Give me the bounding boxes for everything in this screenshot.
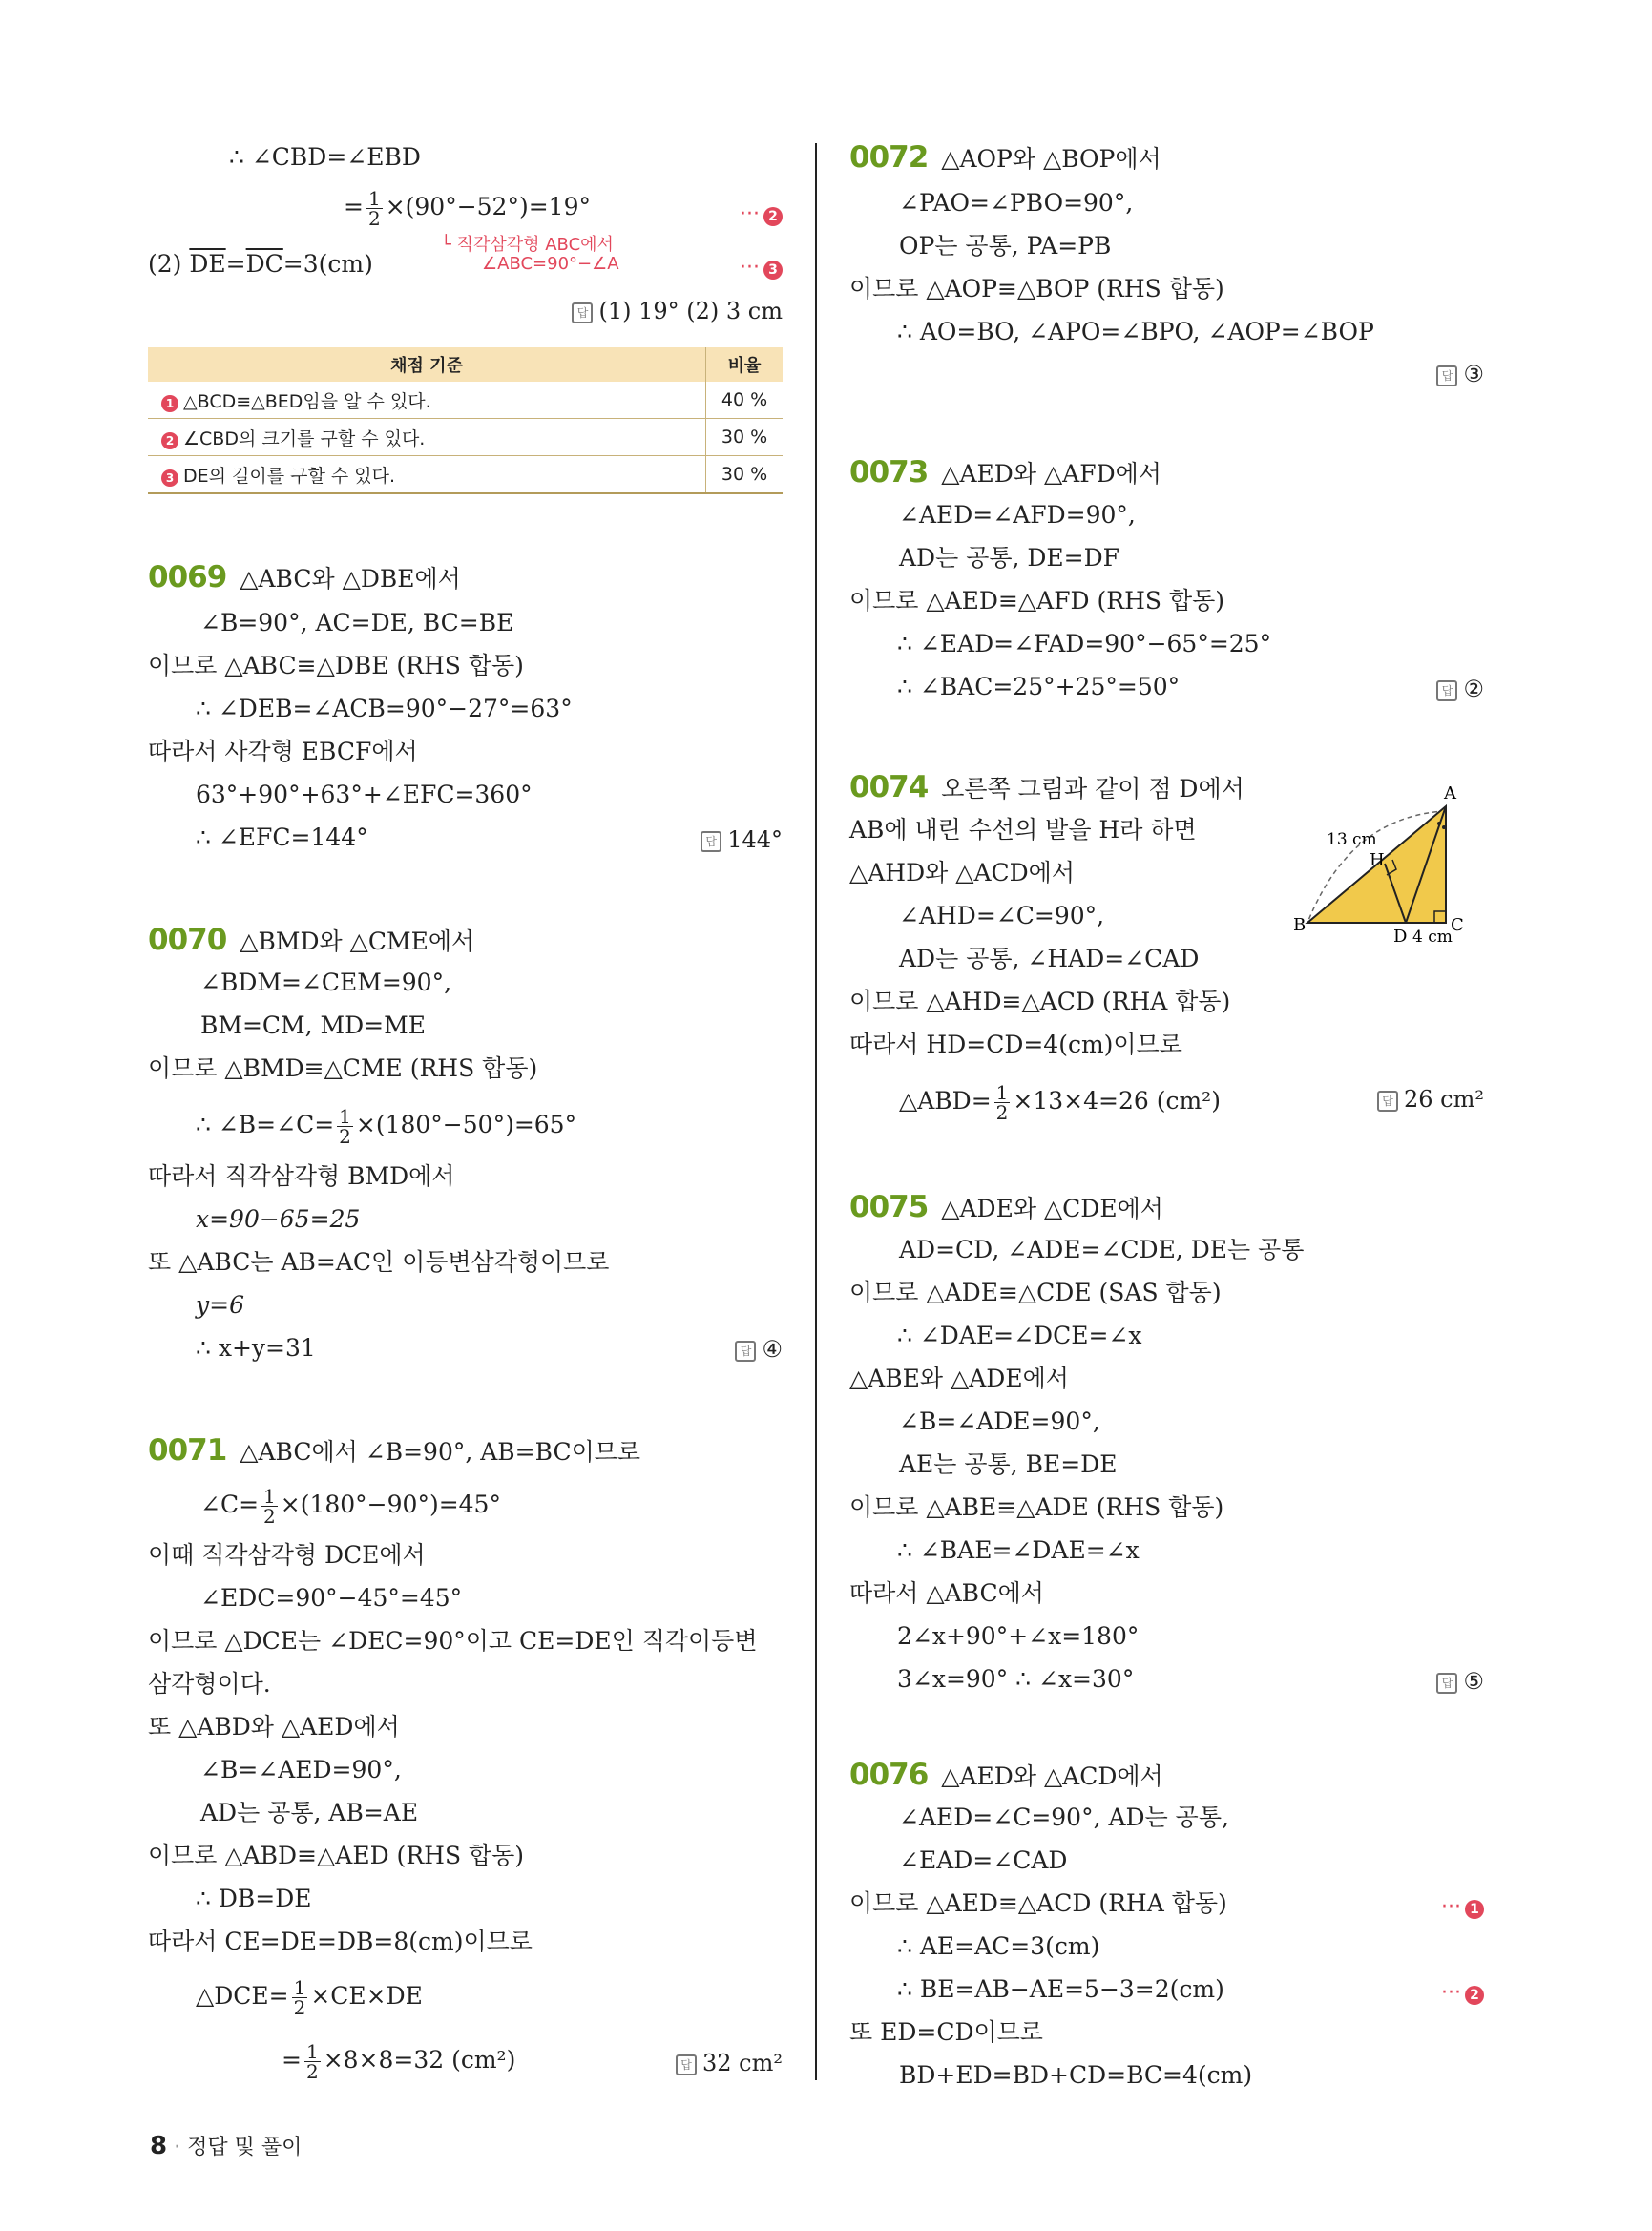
fraction: $\frac{1}{2}$ [293, 1976, 306, 2019]
text-line: 삼각형이다. [148, 1670, 271, 1698]
answer-icon: 답 [1436, 1673, 1457, 1694]
problem-0076-heading: 0076 △AED와 △ACD에서 [849, 1758, 1163, 1792]
text-line: △ABE와 △ADE에서 [849, 1365, 1069, 1392]
answer: 답 ④ [735, 1336, 783, 1363]
text-line: AD는 공통, ∠HAD=∠CAD [899, 945, 1200, 972]
text-line: ∠AHD=∠C=90°, [899, 902, 1105, 929]
fraction: $\frac{1}{2}$ [263, 1485, 276, 1528]
angle-dot [1437, 822, 1441, 825]
text-line: 이므로 △AED≡△ACD (RHA 합동) [849, 1889, 1227, 1917]
text-line: AB에 내린 수선의 발을 H라 하면 [849, 816, 1197, 844]
text-line: 63°+90°+63°+∠EFC=360° [196, 781, 533, 808]
answer-icon: 답 [701, 831, 721, 852]
rubric-header-ratio: 비율 [706, 347, 784, 382]
text-line: ∴ ∠BAE=∠DAE=∠x [897, 1536, 1140, 1564]
step-marker: ··· 3 [740, 256, 783, 280]
text-line: 따라서 CE=DE=DB=8(cm)이므로 [148, 1928, 533, 1955]
text-line: 이므로 △AOP≡△BOP (RHS 합동) [849, 275, 1224, 302]
label-h: H [1370, 850, 1385, 870]
text-line: 또 △ABC는 AB=AC인 이등변삼각형이므로 [148, 1248, 610, 1276]
text-line: ∴ AE=AC=3(cm) [897, 1932, 1100, 1960]
text-line: 이므로 △AHD≡△ACD (RHA 합동) [849, 988, 1231, 1015]
grading-rubric-table [148, 347, 783, 494]
length-label-dc: 4 cm [1412, 928, 1453, 945]
annotation-note: └ 직각삼각형 ABC에서 [441, 235, 614, 255]
fraction: $\frac{1}{2}$ [995, 1081, 1009, 1124]
problem-0073-heading: 0073 △AED와 △AFD에서 [849, 455, 1161, 490]
text-line: ∠B=90°, AC=DE, BC=BE [200, 609, 514, 636]
text-line: ∠B=∠ADE=90°, [899, 1407, 1100, 1435]
text-line: ∴ x+y=31 [196, 1334, 316, 1362]
text-line: 2∠x+90°+∠x=180° [897, 1622, 1140, 1650]
answer: 답 ⑤ [1436, 1668, 1484, 1695]
rubric-header-criteria: 채점 기준 [148, 347, 706, 382]
footer-separator: · [174, 2136, 188, 2159]
text-line: x=90−65=25 [196, 1205, 361, 1233]
page-footer [150, 2131, 302, 2160]
text-line: △AHD와 △ACD에서 [849, 859, 1075, 886]
column-divider [815, 143, 817, 2080]
answer-icon: 답 [1377, 1091, 1398, 1112]
text-line: ∠B=∠AED=90°, [200, 1756, 402, 1783]
fraction: $\frac{1}{2}$ [367, 187, 381, 230]
text-line: 이므로 △ADE≡△CDE (SAS 합동) [849, 1279, 1222, 1306]
answer-icon: 답 [676, 2054, 697, 2075]
label-a: A [1444, 783, 1456, 803]
fraction: $\frac{1}{2}$ [305, 2040, 319, 2083]
answer-icon: 답 [1436, 680, 1457, 701]
text-line: ∴ ∠B=∠C= $\frac{1}{2}$ ×(180°−50°)=65° [196, 1105, 577, 1148]
answer: 답 ③ [1436, 361, 1484, 387]
length-label-ab: 13 cm [1327, 830, 1377, 849]
text-line: AD는 공통, AB=AE [200, 1799, 419, 1826]
problem-0071-heading: 0071 △ABC에서 ∠B=90°, AB=BC이므로 [148, 1433, 641, 1468]
text-line: 따라서 직각삼각형 BMD에서 [148, 1162, 455, 1190]
text-line: ∠PAO=∠PBO=90°, [899, 189, 1134, 217]
text-line: 따라서 사각형 EBCF에서 [148, 738, 418, 765]
answer: 답 26 cm² [1377, 1086, 1484, 1113]
text-line: △ABD= $\frac{1}{2}$ ×13×4=26 (cm²) [899, 1081, 1221, 1124]
text-line: y=6 [196, 1291, 244, 1319]
text-line: ∠AED=∠C=90°, AD는 공통, [899, 1804, 1229, 1831]
text-line: 따라서 △ABC에서 [849, 1579, 1044, 1607]
text-line: ∴ BE=AB−AE=5−3=2(cm) [897, 1975, 1224, 2003]
text-line: ∴ ∠EAD=∠FAD=90°−65°=25° [897, 630, 1272, 657]
triangle-figure [1293, 778, 1484, 945]
text-line: BD+ED=BD+CD=BC=4(cm) [899, 2061, 1253, 2089]
text-line: ∠AED=∠AFD=90°, [899, 501, 1136, 529]
step-marker: ··· 2 [740, 202, 783, 226]
rubric-row: 3 DE의 길이를 구할 수 있다. 30 % [148, 456, 783, 494]
rubric-row: 1 △BCD≡△BED임을 알 수 있다. 40 % [148, 382, 783, 419]
problem-0075-heading: 0075 △ADE와 △CDE에서 [849, 1190, 1163, 1224]
answer: 답 ② [1436, 676, 1484, 702]
step-marker: ··· 2 [1441, 1981, 1484, 2005]
fraction: $\frac{1}{2}$ [339, 1105, 351, 1148]
answer-icon: 답 [1436, 365, 1457, 386]
text-line: AE는 공통, BE=DE [899, 1450, 1118, 1478]
text-line: 이므로 △ABE≡△ADE (RHS 합동) [849, 1493, 1224, 1521]
text-line: 또 ED=CD이므로 [849, 2018, 1043, 2046]
text-line: 이때 직각삼각형 DCE에서 [148, 1541, 426, 1569]
answer-icon: 답 [572, 302, 593, 323]
text-line: ∠EAD=∠CAD [899, 1846, 1068, 1874]
step-marker: ··· 1 [1441, 1895, 1484, 1919]
annotation-note: ∠ABC=90°−∠A [482, 254, 619, 274]
label-b: B [1293, 915, 1307, 935]
text-line: ∴ ∠EFC=144° [196, 824, 368, 851]
text-line: 이므로 △ABC≡△DBE (RHS 합동) [148, 652, 524, 679]
text-line: OP는 공통, PA=PB [899, 232, 1112, 260]
text-line: ∴ ∠BAC=25°+25°=50° [897, 673, 1181, 700]
text-line: BM=CM, MD=ME [200, 1011, 426, 1039]
problem-0069-heading: 0069 △ABC와 △DBE에서 [148, 560, 461, 594]
text-line: ∴ DB=DE [196, 1885, 312, 1912]
text-line: 따라서 HD=CD=4(cm)이므로 [849, 1031, 1182, 1058]
label-d: D [1393, 927, 1408, 945]
footer-title: 정답 및 풀이 [187, 2136, 303, 2159]
text-line: ∠EDC=90°−45°=45° [200, 1584, 463, 1612]
text-line: ∴ ∠DEB=∠ACB=90°−27°=63° [196, 695, 573, 722]
text-line: 이므로 △DCE는 ∠DEC=90°이고 CE=DE인 직각이등변 [148, 1627, 758, 1655]
label-c: C [1451, 915, 1464, 935]
text-line: 3∠x=90° ∴ ∠x=30° [897, 1665, 1135, 1693]
answer: 답 32 cm² [676, 2050, 783, 2076]
text-line: = $\frac{1}{2}$ ×8×8=32 (cm²) [282, 2040, 516, 2083]
text-line: = $\frac{1}{2}$ ×(90°−52°)=19° [344, 187, 591, 230]
problem-0074-heading: 0074 오른쪽 그림과 같이 점 D에서 [849, 770, 1244, 804]
angle-dot [1442, 825, 1446, 829]
text-line: (2) $\overline{DE}=\overline{DC}=3(cm)$ [148, 250, 373, 278]
text-line: ∴ ∠DAE=∠DCE=∠x [897, 1322, 1142, 1349]
text-line: AD는 공통, DE=DF [899, 544, 1120, 572]
text-line: △DCE= $\frac{1}{2}$ ×CE×DE [196, 1976, 423, 2019]
text-line: ∠BDM=∠CEM=90°, [200, 969, 452, 996]
answer: 답 (1) 19° (2) 3 cm [572, 298, 783, 324]
answer: 답 144° [701, 826, 783, 853]
problem-0072-heading: 0072 △AOP와 △BOP에서 [849, 140, 1161, 175]
text-line: 이므로 △BMD≡△CME (RHS 합동) [148, 1054, 538, 1082]
text-line: 또 △ABD와 △AED에서 [148, 1713, 400, 1741]
rubric-row: 2 ∠CBD의 크기를 구할 수 있다. 30 % [148, 419, 783, 456]
text-line: ∴ ∠CBD=∠EBD [229, 143, 421, 171]
text-line: 이므로 △ABD≡△AED (RHS 합동) [148, 1842, 525, 1869]
text-line: ∴ AO=BO, ∠APO=∠BPO, ∠AOP=∠BOP [897, 318, 1374, 345]
page-number: 8 [150, 2132, 168, 2160]
text-line: 이므로 △AED≡△AFD (RHS 합동) [849, 587, 1225, 615]
answer-icon: 답 [735, 1341, 756, 1362]
text-line: ∠C= $\frac{1}{2}$ ×(180°−90°)=45° [200, 1485, 501, 1528]
text-line: AD=CD, ∠ADE=∠CDE, DE는 공통 [899, 1236, 1305, 1263]
problem-0070-heading: 0070 △BMD와 △CME에서 [148, 923, 475, 957]
